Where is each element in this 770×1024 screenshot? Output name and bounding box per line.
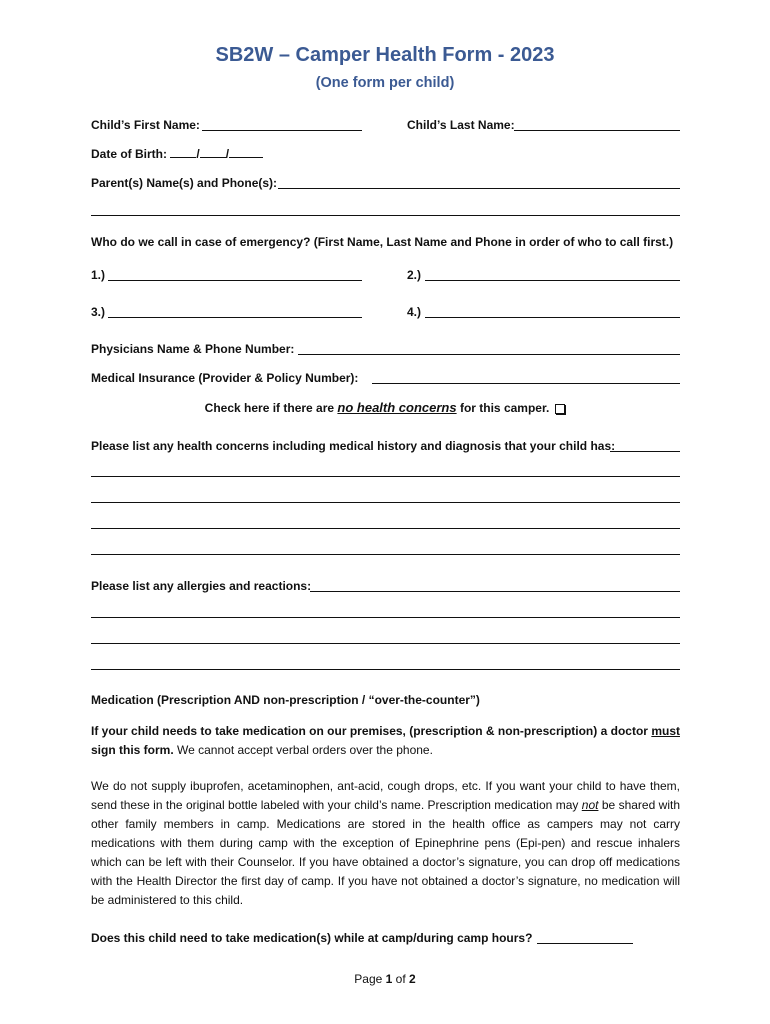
parents-field[interactable]	[278, 188, 680, 189]
dob-label-text: Date of Birth:	[91, 147, 167, 161]
medication-paragraph-1	[91, 722, 680, 760]
allergies-line-2[interactable]	[91, 643, 680, 644]
footer-page-total: 2	[409, 972, 416, 986]
med-p1-text-c: We cannot accept verbal orders over the phone.	[173, 743, 433, 757]
dob-row	[91, 146, 680, 164]
dob-month-field[interactable]	[170, 146, 196, 158]
first-name-field[interactable]	[202, 130, 362, 131]
medication-heading: Medication (Prescription AND non-prescription / “over-the-counter”)	[91, 693, 480, 707]
footer-page-label: Page	[354, 972, 386, 986]
health-concerns-line-4[interactable]	[91, 554, 680, 555]
form-subtitle: (One form per child)	[315, 75, 455, 91]
contact-2-label: 2.)	[407, 268, 422, 282]
no-concerns-text-pre: Check here if there are	[204, 401, 338, 415]
emergency-contacts-row-2	[91, 304, 680, 322]
dob-day-field[interactable]	[200, 146, 226, 158]
med-p1-must: must	[651, 724, 680, 738]
dob-year-field[interactable]	[229, 146, 263, 158]
medication-question-field[interactable]	[537, 943, 633, 944]
med-p2-not: not	[581, 798, 599, 812]
insurance-field[interactable]	[372, 383, 680, 384]
parents-label: Parent(s) Name(s) and Phone(s):	[91, 176, 278, 190]
dob-label: Date of Birth: / /	[91, 146, 263, 162]
no-concerns-text-post: for this camper.	[456, 401, 550, 415]
child-name-row	[91, 117, 680, 135]
form-title: SB2W – Camper Health Form - 2023	[215, 44, 555, 66]
medication-question-row	[91, 930, 680, 948]
health-concerns-line-2[interactable]	[91, 502, 680, 503]
med-p2-text-b: be shared with other family members in camp. Medications are stored in the health office as campers may not carry medications with them during camp with the exception of Epinephrine pens (Epi-pen) and rescue inhalers which can be left with their Counselor. If you have obtained a doctor’s signature, you can drop off medications with the Health Director the first day of camp. If you have not obtained a doctor’s signature, no medication will be administered to this child.	[91, 798, 680, 907]
health-concerns-field[interactable]	[610, 451, 680, 452]
allergies-field[interactable]	[310, 591, 680, 592]
med-p1-text-a: If your child needs to take medication on our premises, (prescription & non-prescription) a doctor	[91, 724, 652, 738]
contact-3-field[interactable]	[108, 317, 362, 318]
last-name-label: Child’s Last Name:	[407, 118, 515, 132]
allergies-label: Please list any allergies and reactions:	[91, 579, 312, 593]
parents-field-line-2[interactable]	[91, 215, 680, 216]
emergency-row	[91, 234, 680, 252]
page-footer	[0, 972, 770, 986]
health-concerns-label: Please list any health concerns including medical history and diagnosis that your child has:	[91, 439, 616, 453]
health-concerns-row	[91, 438, 680, 456]
no-concerns-row	[0, 400, 770, 415]
footer-of-label: of	[392, 972, 410, 986]
insurance-label: Medical Insurance (Provider & Policy Number):	[91, 371, 359, 385]
insurance-row	[91, 370, 680, 388]
physician-field[interactable]	[298, 354, 680, 355]
medication-paragraph-2	[91, 777, 680, 910]
health-concerns-line-1[interactable]	[91, 476, 680, 477]
med-p2-text-a: We do not supply ibuprofen, acetaminophen, ant-acid, cough drops, etc. If you want your child to have them, send these in the original bottle labeled with your child’s name. Prescription medication may	[91, 779, 680, 812]
contact-3-label: 3.)	[91, 305, 106, 319]
contact-1-label: 1.)	[91, 268, 106, 282]
medication-question: Does this child need to take medication(s) while at camp/during camp hours?	[91, 931, 533, 945]
contact-4-field[interactable]	[425, 317, 680, 318]
emergency-contacts-row-1	[91, 267, 680, 285]
contact-2-field[interactable]	[425, 280, 680, 281]
contact-4-label: 4.)	[407, 305, 422, 319]
contact-1-field[interactable]	[108, 280, 362, 281]
health-concerns-line-3[interactable]	[91, 528, 680, 529]
med-p1-text-b: sign this form.	[91, 743, 174, 757]
physician-label: Physicians Name & Phone Number:	[91, 342, 295, 356]
no-concerns-checkbox[interactable]	[555, 404, 565, 414]
parents-row	[91, 175, 680, 193]
emergency-prompt: Who do we call in case of emergency? (First Name, Last Name and Phone in order of who to call first.)	[91, 235, 674, 249]
allergies-row	[91, 578, 680, 596]
first-name-label: Child’s First Name:	[91, 118, 200, 132]
medication-heading-row	[91, 692, 680, 710]
allergies-line-3[interactable]	[91, 669, 680, 670]
no-concerns-emphasis: no health concerns	[337, 400, 457, 415]
allergies-line-1[interactable]	[91, 617, 680, 618]
last-name-field[interactable]	[514, 130, 680, 131]
footer-page-number: 1	[385, 972, 393, 986]
physician-row	[91, 341, 680, 359]
